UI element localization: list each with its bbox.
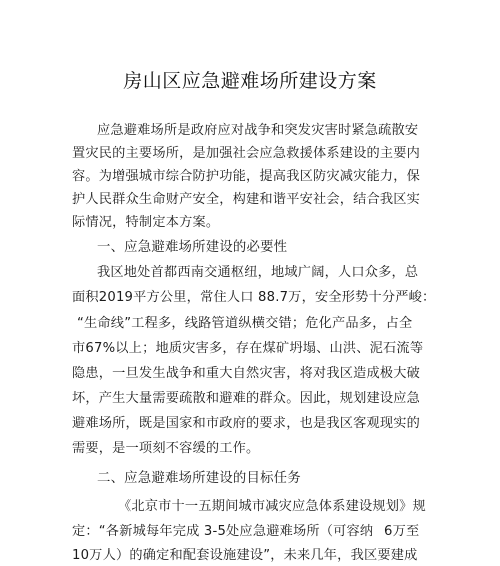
paragraph-line: 应急避难场所是政府应对战争和突发灾害时紧急疏散安 [97,123,419,138]
paragraph-line: 护人民群众生命财产安全，构建和谐平安社会，结合我区实 [72,192,421,207]
paragraph-line: “生命线”工程多，线路管道纵横交错；危化产品多，占全 [77,316,413,331]
paragraph-line: 际情况，特制定本方案。 [72,215,220,230]
paragraph-line: 定：“各新城每年完成 3-5处应急避难场所（可容纳 [72,524,374,539]
paragraph-line: 隐患，一旦发生战争和重大自然灾害，将对我区造成极大破 [72,366,421,381]
paragraph-line: 置灾民的主要场所，是加强社会应急救援体系建设的主要内 [72,146,421,161]
paragraph-line-fragment: 6万至 [384,524,420,539]
paragraph-line: 避难场所，既是国家和市政府的要求，也是我区客观现实的 [72,416,421,431]
paragraph-line: 坏，产生大量需要疏散和避难的群众。因此，规划建设应急 [72,391,421,406]
paragraph-line: 容。为增强城市综合防护功能，提高我区防灾减灾能力，保 [72,169,421,184]
paragraph-line: 10万人）的确定和配套设施建设”，未来几年，我区要建成 [72,548,418,563]
paragraph-line: 我区地处首都西南交通枢纽，地域广阔，人口众多，总 [97,265,419,280]
paragraph-line: 市67%以上；地质灾害多，存在煤矿坍塌、山洪、泥石流等 [72,341,424,356]
section-heading-1: 一、应急避难场所建设的必要性 [97,240,288,255]
paragraph-line: 需要，是一项刻不容缓的工作。 [72,441,260,456]
document-title: 房山区应急避难场所建设方案 [123,70,377,92]
paragraph-line: 面积2019平方公里，常住人口 88.7万，安全形势十分严峻： [72,290,436,305]
section-heading-2: 二、应急避难场所建设的目标任务 [97,471,301,486]
paragraph-line: 《北京市十一五期间城市减灾应急体系建设规划》规 [118,499,426,514]
